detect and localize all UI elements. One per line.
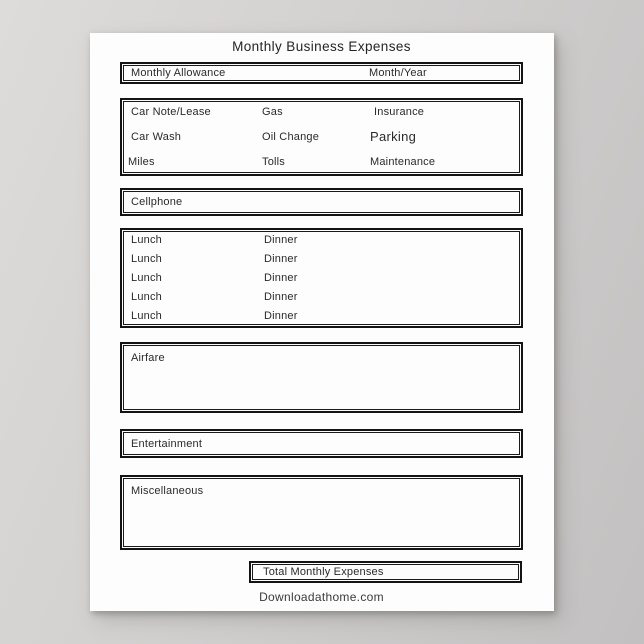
lunch-label: Lunch: [131, 271, 162, 284]
car-wash-label: Car Wash: [131, 130, 182, 143]
allowance-row: [122, 64, 521, 82]
total-row: [251, 563, 520, 581]
allowance-box: [120, 62, 523, 84]
entertainment-row: [122, 431, 521, 456]
meals-box: [120, 228, 523, 328]
meals-grid: [122, 230, 521, 326]
total-expenses-label: Total Monthly Expenses: [263, 566, 384, 578]
page-title: Monthly Business Expenses: [232, 39, 411, 54]
miscellaneous-label: Miscellaneous: [131, 485, 204, 497]
monthly-allowance-label: Monthly Allowance: [131, 67, 226, 79]
dinner-label: Dinner: [264, 252, 298, 265]
miles-label: Miles: [128, 155, 155, 168]
vehicle-row-2: [122, 125, 521, 150]
meals-row: [122, 230, 521, 249]
website-footer: Downloadathome.com: [259, 590, 384, 604]
dinner-label: Dinner: [264, 233, 298, 246]
lunch-label: Lunch: [131, 291, 162, 304]
vehicle-row-1: [122, 100, 521, 125]
entertainment-label: Entertainment: [131, 437, 203, 450]
airfare-label: Airfare: [131, 352, 165, 364]
meals-row: [122, 268, 521, 287]
gas-label: Gas: [262, 106, 283, 119]
miscellaneous-box: [120, 475, 523, 550]
dinner-label: Dinner: [264, 310, 298, 323]
insurance-label: Insurance: [374, 106, 425, 119]
parking-label: Parking: [370, 129, 417, 145]
airfare-box: [120, 342, 523, 413]
lunch-label: Lunch: [131, 310, 162, 323]
vehicle-row-3: [122, 149, 521, 174]
total-expenses-box: [249, 561, 522, 583]
cellphone-row: [122, 190, 521, 214]
cellphone-label: Cellphone: [131, 196, 183, 208]
month-year-label: Month/Year: [369, 67, 427, 79]
entertainment-box: [120, 429, 523, 458]
dinner-label: Dinner: [264, 271, 298, 284]
cellphone-box: [120, 188, 523, 216]
dinner-label: Dinner: [264, 291, 298, 304]
poster-page: [90, 33, 554, 611]
oil-change-label: Oil Change: [262, 130, 320, 143]
meals-row: [122, 249, 521, 268]
meals-row: [122, 307, 521, 326]
lunch-label: Lunch: [131, 233, 162, 246]
meals-row: [122, 288, 521, 307]
vehicle-grid: [122, 100, 521, 174]
car-note-lease-label: Car Note/Lease: [131, 106, 211, 119]
maintenance-label: Maintenance: [370, 155, 436, 168]
vehicle-expenses-box: [120, 98, 523, 176]
tolls-label: Tolls: [262, 155, 286, 168]
lunch-label: Lunch: [131, 252, 162, 265]
